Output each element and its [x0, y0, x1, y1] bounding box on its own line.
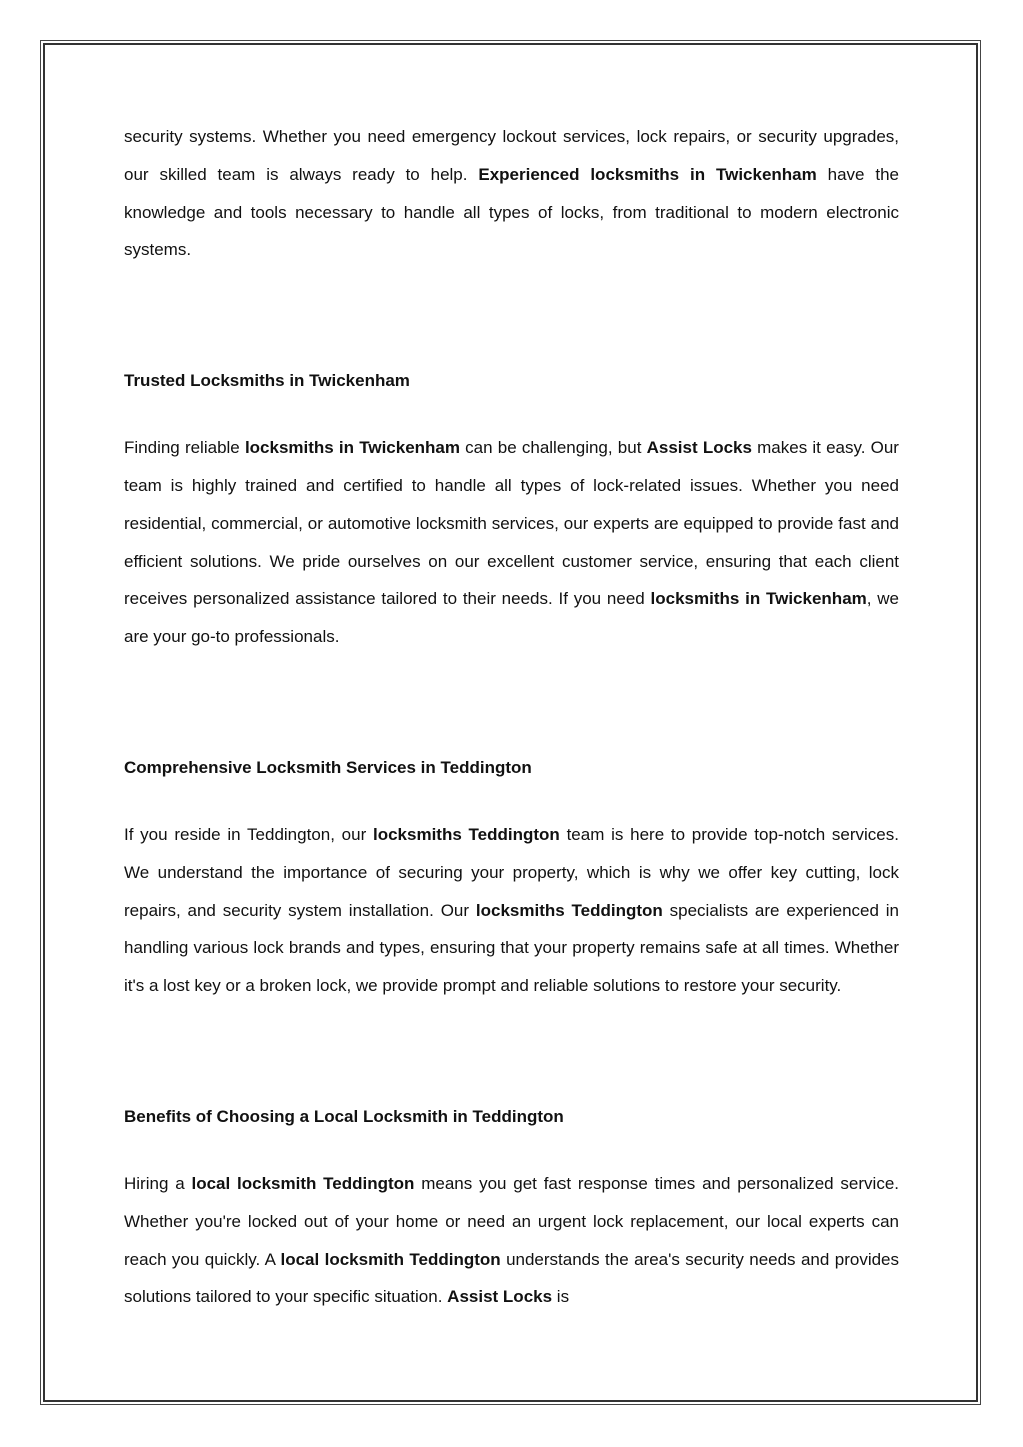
text-run: understands the area's security needs and provides solutions tailored to your specific situation. [124, 1249, 900, 1307]
text-run: team is here to provide top-notch services. We understand the importance of securing your property, which is why we offer key cutting, lock repairs, and security system installation. Our [124, 824, 899, 920]
text-run: means you get fast response times and personalized service. Whether you're locked out of your home or need an urgent lock replacement, our local experts can reach you quickly. A [124, 1173, 899, 1269]
bold-phrase: locksmiths Teddington [475, 900, 663, 920]
bold-phrase: local locksmith Teddington [191, 1173, 415, 1193]
text-run: If you reside in Teddington, our [124, 824, 373, 844]
heading-spacer [124, 393, 899, 429]
trusted-locksmiths-paragraph [124, 429, 899, 656]
section-heading-local-benefits: Benefits of Choosing a Local Locksmith in Teddington [124, 1106, 564, 1126]
text-run: , we are your go-to professionals. [124, 589, 899, 647]
bold-phrase: Experienced locksmiths in Twickenham [478, 164, 817, 184]
text-run: Finding reliable [124, 438, 245, 458]
section-spacer [124, 656, 899, 756]
document-body [124, 118, 899, 1316]
comprehensive-services-paragraph [124, 816, 899, 1005]
local-benefits-paragraph [124, 1165, 899, 1316]
bold-phrase: locksmiths in Twickenham [244, 438, 460, 458]
text-run: specialists are experienced in handling various lock brands and types, ensuring that your property remains safe at all times. Whether it's a lost key or a broken lock, we provide prompt and reliable solutions to restore your security. [124, 900, 900, 996]
bold-phrase: Assist Locks [646, 438, 752, 458]
bold-phrase: locksmiths in Twickenham [650, 589, 867, 609]
section-heading-trusted-locksmiths: Trusted Locksmiths in Twickenham [124, 371, 410, 391]
intro-paragraph [124, 118, 899, 269]
text-run: is [552, 1287, 570, 1307]
section-spacer [124, 1005, 899, 1105]
text-run: have the knowledge and tools necessary to handle all types of locks, from traditional to modern electronic systems. [124, 164, 899, 260]
section-spacer [124, 269, 899, 369]
bold-phrase: local locksmith Teddington [280, 1249, 501, 1269]
heading-spacer [124, 1129, 899, 1165]
text-run: makes it easy. Our team is highly trained and certified to handle all types of lock-related issues. Whether you need residential, commercial, or automotive locksmith services, our experts are equipped to provide fast and efficient solutions. We pride ourselves on our excellent customer service, ensuring that each client receives personalized assistance tailored to their needs. If you need [124, 438, 899, 609]
text-run: can be challenging, but [460, 438, 647, 458]
bold-phrase: Assist Locks [447, 1287, 553, 1307]
section-heading-comprehensive-services: Comprehensive Locksmith Services in Teddington [124, 757, 532, 777]
bold-phrase: locksmiths Teddington [373, 824, 560, 844]
text-run: Hiring a [124, 1173, 192, 1193]
heading-spacer [124, 780, 899, 816]
text-run: security systems. Whether you need emergency lockout services, lock repairs, or security upgrades, our skilled team is always ready to help. [124, 127, 899, 184]
